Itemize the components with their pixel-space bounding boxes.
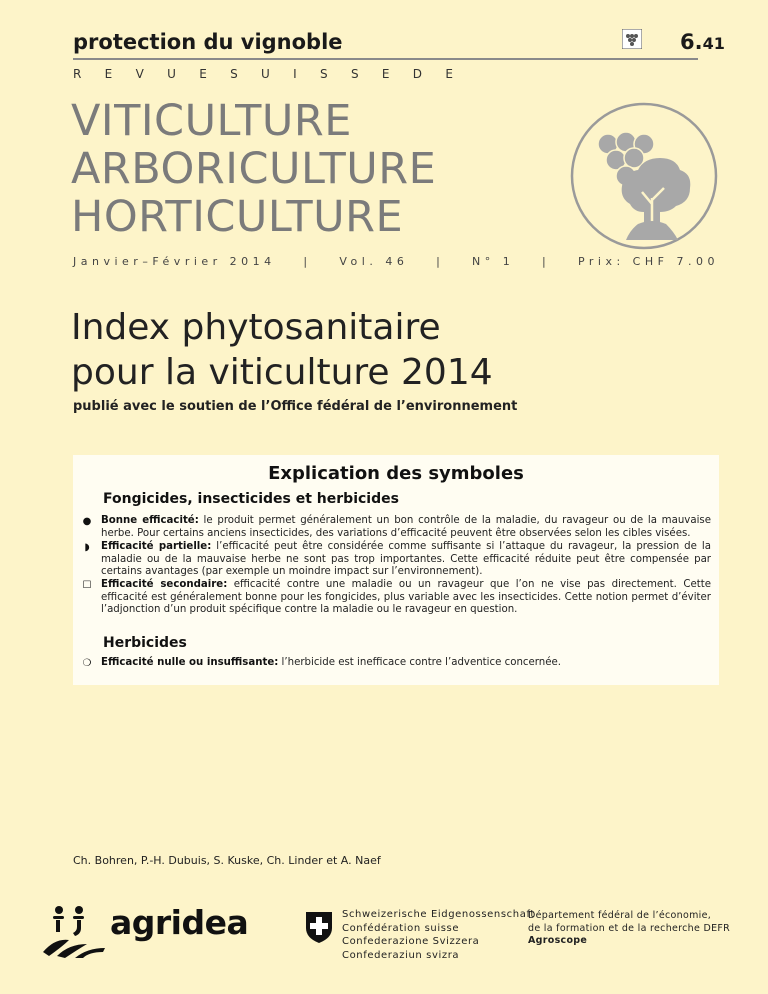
revue-letter: V bbox=[135, 67, 144, 81]
half-circle-icon: ◗ bbox=[84, 542, 90, 553]
issue-date: Janvier–Février 2014 bbox=[73, 255, 276, 268]
swiss-confederation-text bbox=[342, 908, 535, 962]
legend-term: Efficacité nulle ou insuffisante: bbox=[101, 657, 279, 668]
defr-text bbox=[528, 910, 730, 948]
legend-title: Explication des symboles bbox=[268, 463, 524, 484]
revue-label bbox=[73, 67, 453, 81]
legend-item bbox=[83, 515, 711, 540]
revue-letter: U bbox=[261, 67, 270, 81]
meta-separator: | bbox=[303, 255, 312, 268]
magazine-title-line2: ARBORICULTURE bbox=[71, 144, 437, 194]
revue-letter: E bbox=[199, 67, 207, 81]
legend-description: le produit permet généralement un bon contrôle de la maladie, du ravageur ou de la mauvaise herbe. Pour certains anciens insecticides, des variations d’efficacité peuvent être observées selon les cibles visées. bbox=[101, 515, 711, 539]
magazine-title-line1: VITICULTURE bbox=[71, 96, 352, 146]
grapes-tree-emblem-icon bbox=[568, 100, 720, 252]
agridea-wordmark-b: idea bbox=[170, 903, 249, 942]
header-rule bbox=[73, 58, 698, 60]
revue-letter: E bbox=[381, 67, 390, 81]
revue-letter: S bbox=[230, 67, 238, 81]
authors: Ch. Bohren, P.-H. Dubuis, S. Kuske, Ch. Linder et A. Naef bbox=[73, 854, 381, 867]
swiss-line: Confederazione Svizzera bbox=[342, 936, 480, 948]
issue-price: Prix: CHF 7.00 bbox=[577, 255, 719, 268]
revue-letter: I bbox=[293, 67, 297, 81]
defr-line: de la formation et de la recherche DEFR bbox=[528, 922, 731, 934]
agridea-wordmark-a: agr bbox=[110, 903, 171, 942]
revue-letter: E bbox=[104, 67, 113, 81]
page-title bbox=[71, 305, 493, 395]
swiss-line: Confédération suisse bbox=[342, 922, 460, 934]
revue-letter: R bbox=[73, 67, 82, 81]
issue-number bbox=[680, 30, 725, 54]
revue-letter: S bbox=[350, 67, 359, 81]
revue-letter: S bbox=[320, 67, 328, 81]
symbol-legend-box bbox=[73, 455, 719, 685]
page-subtitle: publié avec le soutien de l’Office fédéral de l’environnement bbox=[73, 399, 518, 414]
legend-term: Efficacité partielle: bbox=[101, 541, 212, 552]
agridea-wordmark bbox=[110, 903, 248, 942]
vine-icon bbox=[622, 29, 642, 49]
swiss-line: Schweizerische Eidgenossenschaft bbox=[342, 909, 535, 920]
legend-description: l’herbicide est inefficace contre l’adventice concernée. bbox=[278, 657, 562, 668]
issue-meta bbox=[73, 255, 719, 268]
swiss-line: Confederaziun svizra bbox=[342, 949, 460, 961]
page-title-line1: Index phytosanitaire bbox=[71, 307, 441, 348]
legend-item bbox=[83, 541, 711, 579]
issue-volume: Vol. 46 bbox=[339, 255, 409, 268]
issue-number-main: 6. bbox=[680, 30, 703, 54]
legend-term: Bonne efficacité: bbox=[101, 515, 199, 526]
legend-section-heading: Fongicides, insecticides et herbicides bbox=[103, 491, 399, 507]
agroscope-label: Agroscope bbox=[528, 935, 588, 946]
legend-section-heading: Herbicides bbox=[103, 635, 187, 651]
series-title: protection du vignoble bbox=[73, 30, 343, 54]
swiss-coat-of-arms-icon bbox=[304, 910, 334, 944]
legend-term: Efficacité secondaire: bbox=[101, 579, 228, 590]
legend-description: l’efficacité peut être considérée comme suffisante si l’attaque du ravageur, la pression de la maladie ou de la mauvaise herbe ne sont pas trop importantes. Cette efficacité réduite peut être compensée par certains avantages (par exemple un moindre impact sur l’environnement). bbox=[101, 541, 711, 578]
meta-separator: | bbox=[436, 255, 445, 268]
issue-number-sub: 41 bbox=[702, 34, 725, 53]
revue-letter: E bbox=[445, 67, 453, 81]
legend-description: efficacité contre une maladie ou un ravageur que l’on ne vise pas directement. Cette efficacité est généralement bonne pour les fongicides, plus variable avec les insecticides. Cette notion permet d’éviter l’adjonction d’un produit spécifique contre la maladie ou le ravageur en question. bbox=[101, 579, 711, 616]
legend-item bbox=[83, 657, 711, 670]
legend-item bbox=[83, 579, 711, 617]
full-circle-icon: ● bbox=[82, 516, 92, 527]
empty-square-icon: ☐ bbox=[82, 580, 92, 591]
defr-line: Département fédéral de l’économie, bbox=[528, 910, 712, 921]
revue-letter: U bbox=[167, 67, 176, 81]
page-title-line2: pour la viticulture 2014 bbox=[71, 352, 493, 393]
magazine-title-line3: HORTICULTURE bbox=[71, 192, 404, 242]
empty-circle-icon: ❍ bbox=[82, 658, 92, 669]
revue-letter: D bbox=[412, 67, 423, 81]
issue-no: N° 1 bbox=[472, 255, 515, 268]
meta-separator: | bbox=[541, 255, 551, 268]
